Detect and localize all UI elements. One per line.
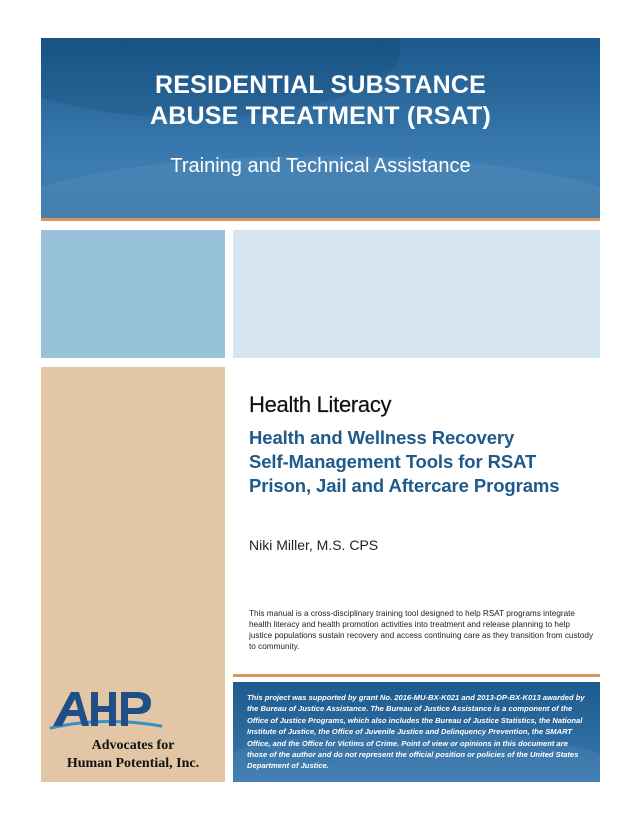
ahp-logo-mark-icon [41, 686, 225, 738]
header-divider [41, 218, 600, 221]
header-banner [41, 38, 600, 218]
document-heading [249, 392, 599, 498]
program-subtitle: Training and Technical Assistance [170, 155, 471, 177]
document-subtitle-line3: Prison, Jail and Aftercare Programs [249, 475, 560, 496]
document-subtitle-line1: Health and Wellness Recovery [249, 427, 515, 448]
footer-divider [233, 674, 600, 677]
logo-name-line2: Human Potential, Inc. [66, 756, 200, 771]
decor-block-light-blue [233, 230, 600, 358]
ahp-logo [41, 686, 225, 782]
program-title-line1: RESIDENTIAL SUBSTANCE [154, 71, 487, 99]
document-subtitle [249, 426, 599, 498]
program-title-line2: ABUSE TREATMENT (RSAT) [150, 102, 491, 130]
document-subtitle-line2: Self-Management Tools for RSAT [249, 451, 537, 472]
program-title [41, 70, 600, 132]
funding-statement: This project was supported by grant No. 2016-MU-BX-K021 and 2013-DP-BX-K013 awarded by the Bureau of Justice Assistance. The Bureau of Justice Assistance is a component of the Office of Justice Programs, which also includes the Bureau of Justice Statistics, the National Institute of Justice, the Office of Juvenile Justice and Delinquency Prevention, the SMART Office, and the Office for Victims of Crime. Point of view or opinions in this document are those of the author and do not represent the official position or policies of the United States Department of Justice. [247, 693, 585, 771]
funding-statement-box [233, 682, 600, 782]
author-name: Niki Miller, M.S. CPS [249, 537, 379, 553]
logo-name-line1: Advocates for [91, 738, 175, 753]
document-description: This manual is a cross-disciplinary training tool designed to help RSAT programs integrate health literacy and health promotion activities into treatment and release planning to help justice populations sustain recovery and access continuing care as they transition from custody to community. [249, 609, 594, 651]
document-title: Health Literacy [249, 392, 392, 417]
decor-block-blue [41, 230, 225, 358]
